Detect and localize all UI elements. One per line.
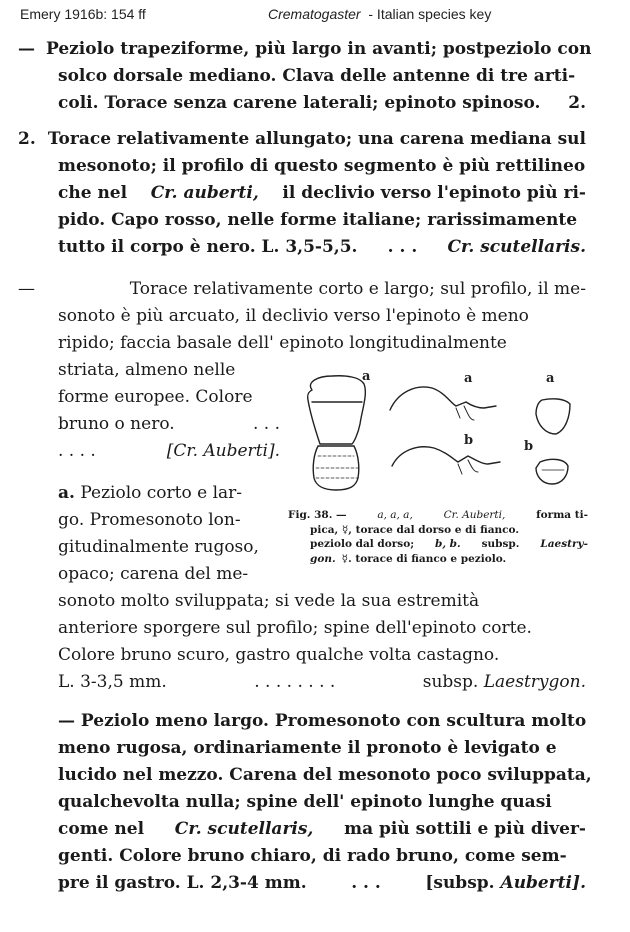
- key-line: [58, 438, 280, 464]
- species-name: Cr. scutellaris.: [447, 237, 586, 257]
- thorax-profile-a: [390, 387, 496, 410]
- key-line: [58, 735, 586, 761]
- caption-text: forma ti-: [536, 509, 588, 521]
- caption-species: Cr. Auberti,: [443, 509, 506, 521]
- key-line: [58, 303, 586, 329]
- petiole-dorsal-a: [536, 399, 570, 434]
- caption-fig-number: Fig. 38. —: [288, 509, 347, 521]
- couplet-dash: —: [18, 39, 35, 59]
- caption-text: pica, ☿, torace dal dorso e di fianco.: [310, 523, 520, 536]
- line-text: sonoto è più arcuato, il declivio verso l'epinoto è meno: [58, 306, 529, 326]
- species-name: Cr. scutellaris,: [174, 819, 314, 839]
- key-line: [58, 816, 586, 842]
- line-text: gitudinalmente rugoso,: [58, 537, 259, 557]
- line-text: come nel: [58, 819, 145, 839]
- figure-38-drawings: [288, 362, 588, 510]
- thorax-dorsal-outline: [308, 376, 366, 444]
- key-line: [58, 615, 586, 641]
- line-text: opaco; carena del me-: [58, 564, 249, 584]
- lead-letter: a.: [58, 483, 75, 503]
- line-text: genti. Colore bruno chiaro, di rado bruno, come sem-: [58, 846, 567, 866]
- species-name: [Cr. Auberti].: [166, 441, 280, 461]
- line-text: Peziolo corto e lar-: [80, 483, 243, 503]
- key-line: [58, 207, 586, 233]
- petiole-shading: [316, 456, 358, 478]
- line-text: Colore bruno scuro, gastro qualche volta castagno.: [58, 645, 500, 665]
- caption-species: Laestry-: [540, 538, 588, 550]
- figure-label: a: [362, 369, 371, 384]
- figure-caption: [288, 508, 588, 566]
- leader-dots: . . .: [351, 873, 381, 893]
- line-text: il declivio verso l'epinoto più ri-: [282, 183, 586, 203]
- petiole-profile-b: [536, 459, 568, 484]
- caption-text: a, a, a,: [377, 509, 413, 521]
- key-line: [58, 642, 586, 668]
- line-text: lucido nel mezzo. Carena del mesonoto poco sviluppata,: [58, 765, 592, 785]
- thorax-profile-b-detail: [458, 460, 478, 474]
- header-title-group: [268, 6, 491, 22]
- line-text: coli. Torace senza carene laterali; epinoto spinoso.: [58, 93, 541, 113]
- key-line: [58, 180, 586, 206]
- leader-dots: . . .: [387, 237, 418, 257]
- key-line: [18, 126, 586, 152]
- caption-species: gon.: [310, 552, 336, 565]
- key-line: [58, 762, 592, 788]
- line-text: mesonoto; il profilo di questo segmento è più rettilineo: [58, 156, 586, 176]
- key-line: [18, 276, 586, 302]
- species-name: Auberti].: [500, 873, 586, 893]
- couplet-number: 2.: [18, 129, 36, 149]
- line-text: Torace relativamente allungato; una carena mediana sul: [47, 129, 586, 149]
- key-line: [58, 384, 280, 410]
- key-line: [58, 534, 280, 560]
- key-line: [58, 843, 586, 869]
- key-line: [58, 669, 586, 695]
- figure-label: a: [464, 371, 473, 386]
- line-text: ripido; faccia basale dell' epinoto longitudinalmente: [58, 333, 507, 353]
- species-name: Laestrygon.: [483, 672, 586, 692]
- line-text: ma più sottili e più diver-: [344, 819, 586, 839]
- couplet-dash: —: [18, 279, 35, 299]
- key-line: [58, 153, 586, 179]
- key-line: [58, 90, 586, 116]
- key-line: [58, 708, 586, 734]
- line-text: meno rugosa, ordinariamente il pronoto è levigato e: [58, 738, 557, 758]
- line-text: Peziolo meno largo. Promesonoto con scultura molto: [80, 711, 587, 731]
- key-line: [58, 357, 280, 383]
- key-line: [58, 411, 280, 437]
- line-text: sonoto molto sviluppata; si vede la sua estremità: [58, 591, 480, 611]
- line-text: solco dorsale mediano. Clava delle antenne di tre arti-: [58, 66, 576, 86]
- key-line: [58, 507, 280, 533]
- line-text: Peziolo trapeziforme, più largo in avanti; postpeziolo con: [46, 39, 592, 59]
- figure-label: b: [524, 439, 534, 454]
- line-text: subsp.: [422, 672, 479, 692]
- key-line: [58, 561, 280, 587]
- couplet-ref: 2.: [568, 93, 586, 113]
- leader-dots: . . . .: [58, 441, 96, 461]
- line-text: pido. Capo rosso, nelle forme italiane; rarissimamente: [58, 210, 578, 230]
- key-line: [58, 870, 586, 896]
- line-text: Torace relativamente corto e largo; sul profilo, il me-: [129, 279, 586, 299]
- caption-line: [288, 523, 588, 538]
- key-line: [58, 480, 280, 506]
- line-text: anteriore sporgere sul profilo; spine dell'epinoto corte.: [58, 618, 532, 638]
- leader-dots: . . . . . . . .: [254, 672, 336, 692]
- caption-text: peziolo dal dorso;: [310, 538, 415, 550]
- caption-text: b, b.: [435, 538, 461, 550]
- leader-dots: . . .: [252, 414, 280, 434]
- couplet-dash: —: [58, 711, 75, 731]
- line-text: L. 3-3,5 mm.: [58, 672, 167, 692]
- thorax-profile-a-detail: [456, 406, 474, 420]
- species-name: Cr. auberti,: [150, 183, 259, 203]
- header-source: Emery 1916b: 154 ff: [20, 6, 146, 22]
- line-text: go. Promesonoto lon-: [58, 510, 241, 530]
- line-text: tutto il corpo è nero. L. 3,5-5,5.: [58, 237, 358, 257]
- key-line: [18, 36, 592, 62]
- line-text: striata, almeno nelle: [58, 360, 236, 380]
- header-genus: Crematogaster: [268, 6, 361, 22]
- line-text: bruno o nero.: [58, 414, 175, 434]
- caption-line: [288, 508, 588, 523]
- key-line: [58, 63, 586, 89]
- line-text: [subsp.: [425, 873, 495, 893]
- caption-text: subsp.: [481, 538, 520, 550]
- key-line: [58, 234, 586, 260]
- line-text: qualchevolta nulla; spine dell' epinoto lunghe quasi: [58, 792, 552, 812]
- caption-line: [288, 537, 588, 552]
- caption-text: ☿. torace di fianco e peziolo.: [341, 552, 507, 565]
- key-line: [58, 330, 586, 356]
- key-line: [58, 588, 586, 614]
- key-line: [58, 789, 586, 815]
- header-title: - Italian species key: [368, 6, 492, 22]
- figure-label: b: [464, 433, 474, 448]
- caption-line: [288, 552, 588, 567]
- line-text: forme europee. Colore: [58, 387, 253, 407]
- line-text: pre il gastro. L. 2,3-4 mm.: [58, 873, 307, 893]
- thorax-profile-b: [392, 447, 500, 466]
- figure-label: a: [546, 371, 555, 386]
- line-text: che nel: [58, 183, 128, 203]
